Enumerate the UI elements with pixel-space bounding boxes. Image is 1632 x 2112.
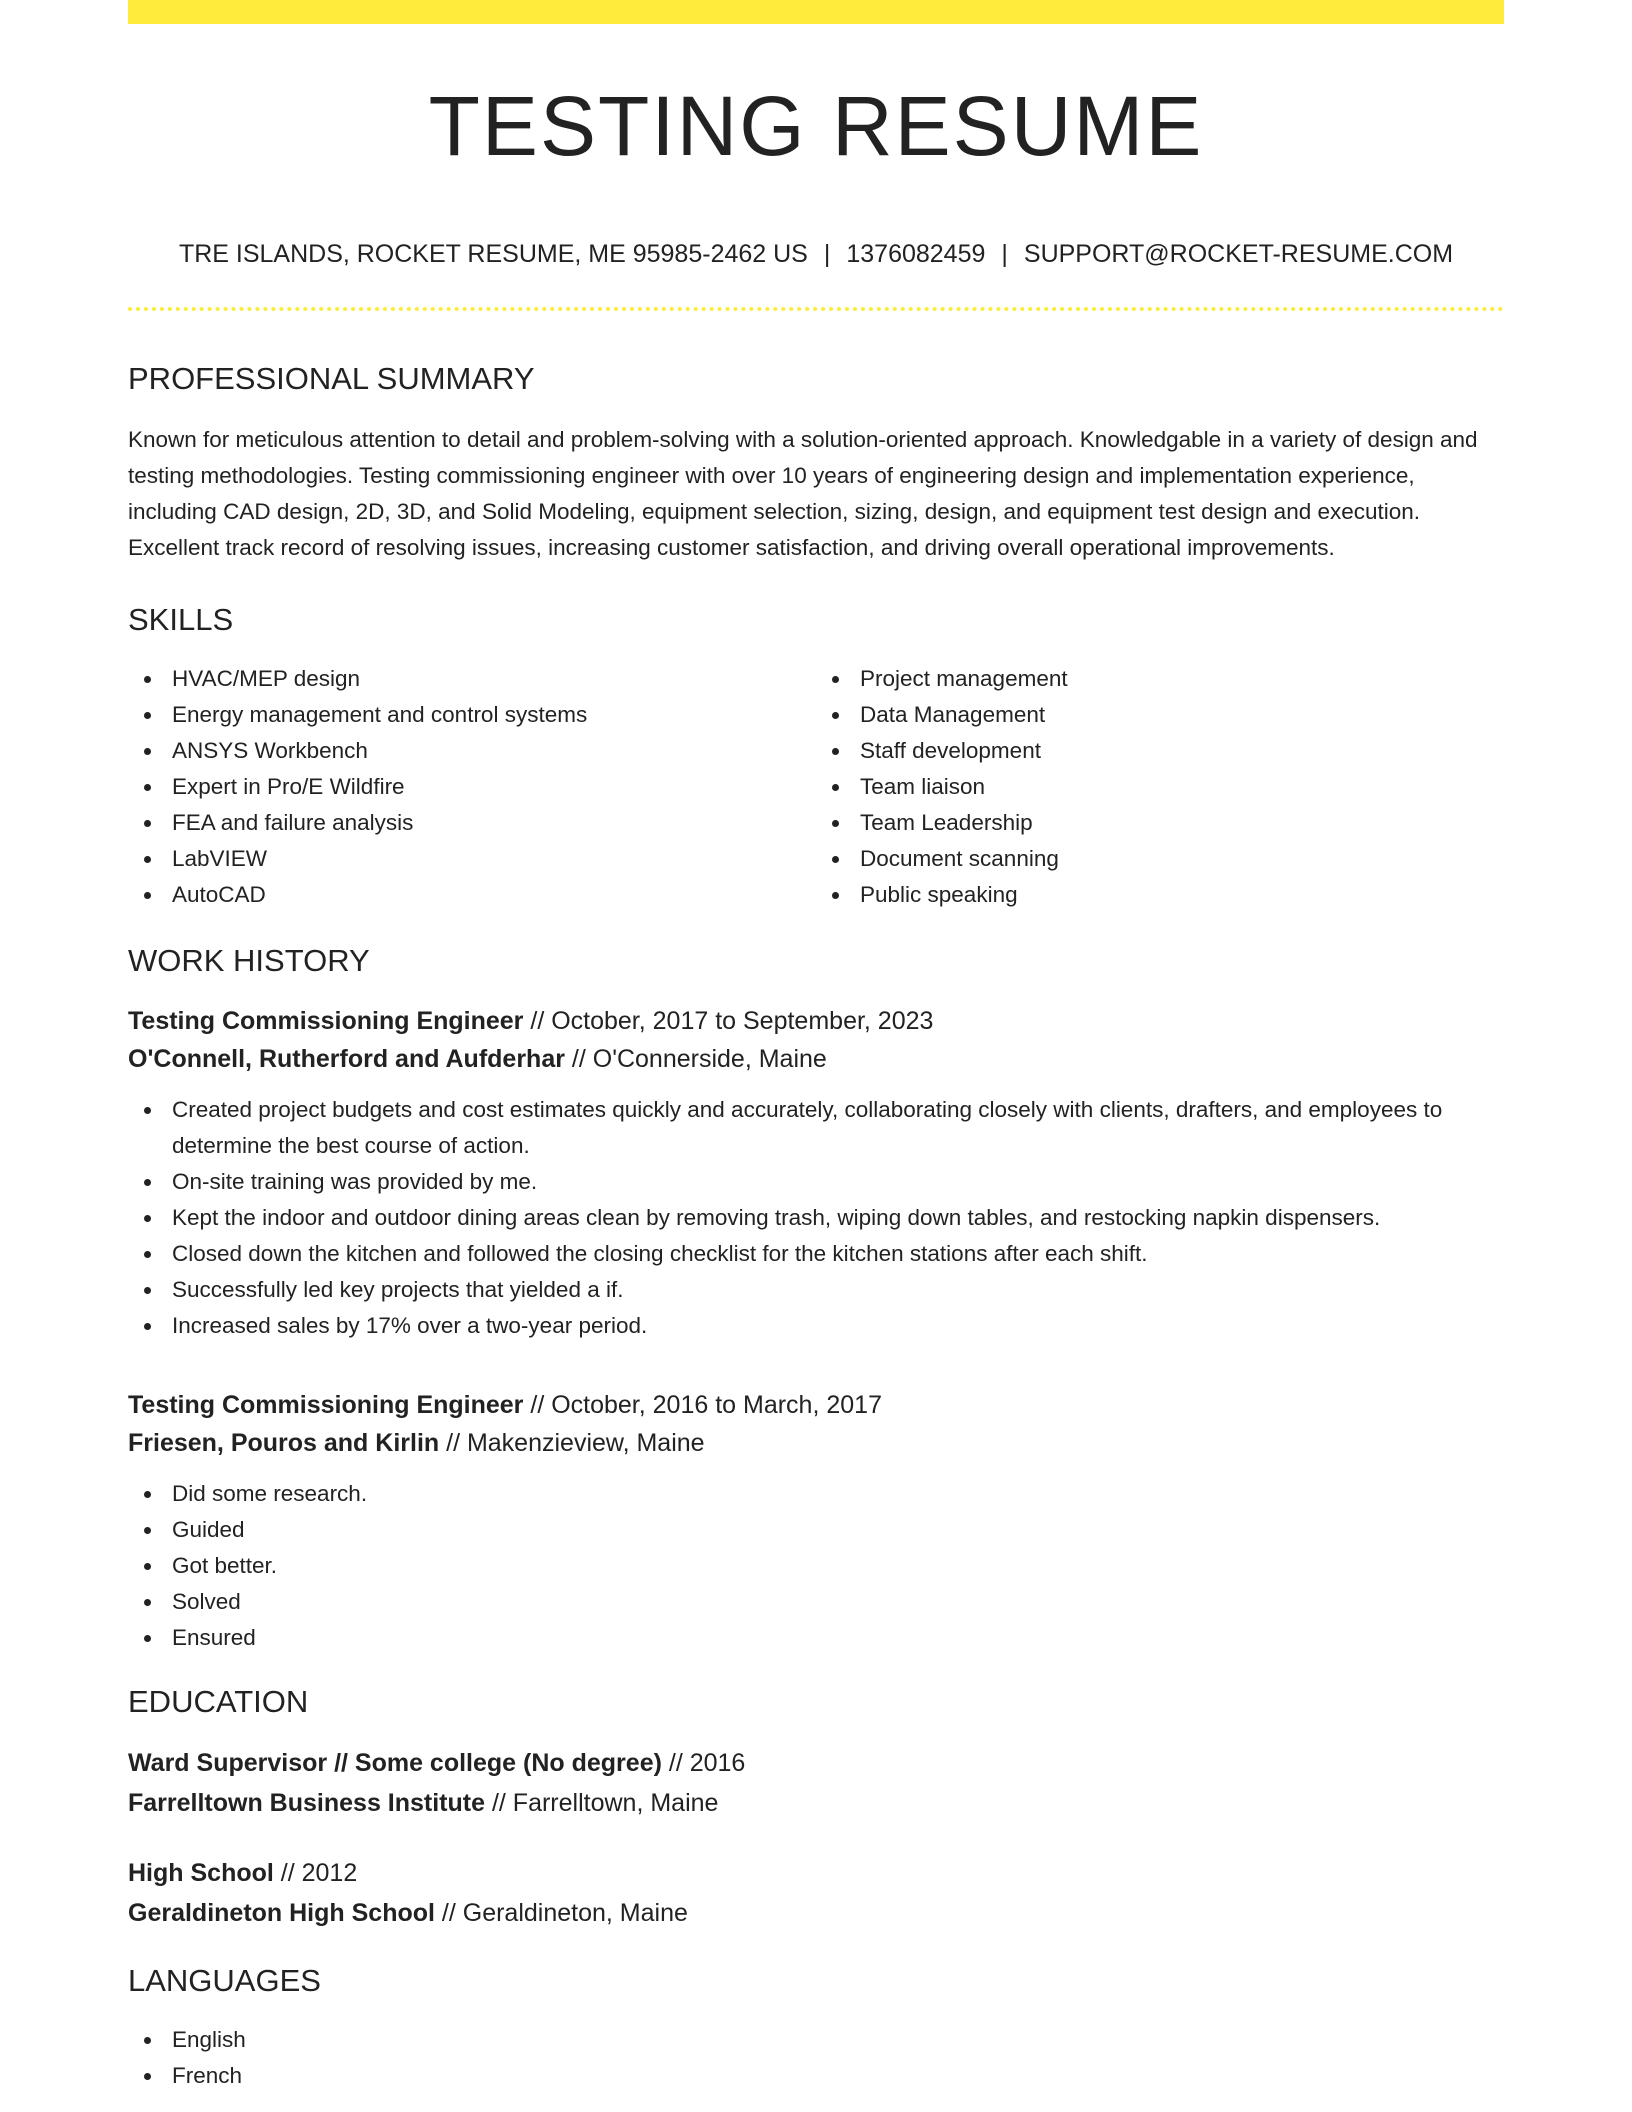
job-location: // Makenzieview, Maine xyxy=(439,1429,705,1457)
skills-section xyxy=(128,604,1504,913)
job-role: Testing Commissioning Engineer xyxy=(128,1007,524,1035)
education-year: // 2016 xyxy=(661,1749,746,1777)
bullet-icon xyxy=(144,1215,151,1222)
language-item: English xyxy=(172,2022,1504,2058)
education-location: // Geraldineton, Maine xyxy=(434,1899,688,1927)
job-bullet: Did some research. xyxy=(172,1476,1504,1512)
bullet-icon xyxy=(144,712,151,719)
job-bullet: Ensured xyxy=(172,1620,1504,1656)
skill-item: Data Management xyxy=(860,697,1504,733)
education-degree: High School xyxy=(128,1859,274,1887)
job-bullet: Guided xyxy=(172,1512,1504,1548)
bullet-icon xyxy=(144,1287,151,1294)
education-section xyxy=(128,1686,1504,1933)
job-title-line xyxy=(128,1002,1504,1040)
job-bullet: On-site training was provided by me. xyxy=(172,1164,1504,1200)
summary-text: Known for meticulous attention to detail and problem-solving with a solution-oriented approach. Knowledgable in a variety of design and testing methodologies. Testing commissioning engineer with over 10 years of engineering design and implementation experience, including CAD design, 2D, 3D, and Solid Modeling, equipment selection, sizing, design, and equipment test design and execution. Excellent track record of resolving issues, increasing customer satisfaction, and driving overall operational improvements. xyxy=(128,427,1478,560)
job-bullet: Closed down the kitchen and followed the closing checklist for the kitchen stations after each shift. xyxy=(172,1236,1504,1272)
bullet-icon xyxy=(832,820,839,827)
skill-item: Document scanning xyxy=(860,841,1504,877)
skill-item: Expert in Pro/E Wildfire xyxy=(172,769,816,805)
language-item: French xyxy=(172,2058,1504,2094)
job-bullet: Successfully led key projects that yielded a if. xyxy=(172,1272,1504,1308)
bullet-icon xyxy=(144,1251,151,1258)
skill-item: Team liaison xyxy=(860,769,1504,805)
education-school: Geraldineton High School xyxy=(128,1899,435,1927)
job-title-line xyxy=(128,1386,1504,1424)
resume-name: TESTING RESUME xyxy=(428,79,1204,173)
job-role: Testing Commissioning Engineer xyxy=(128,1391,524,1419)
job-bullet: Got better. xyxy=(172,1548,1504,1584)
bullet-icon xyxy=(144,1107,151,1114)
skill-item: Public speaking xyxy=(860,877,1504,913)
skill-item: LabVIEW xyxy=(172,841,816,877)
education-degree: Ward Supervisor // Some college (No degree) xyxy=(128,1749,662,1777)
education-year: // 2012 xyxy=(273,1859,358,1887)
section-title-languages: LANGUAGES xyxy=(128,1963,321,1998)
section-title-work: WORK HISTORY xyxy=(128,943,370,978)
bullet-icon xyxy=(832,892,839,899)
education-school: Farrelltown Business Institute xyxy=(128,1789,486,1817)
education-degree-line xyxy=(128,1853,1504,1893)
top-accent-bar xyxy=(128,0,1504,24)
contact-address: TRE ISLANDS, ROCKET RESUME, ME 95985-2462 US xyxy=(178,240,808,268)
bullet-icon xyxy=(144,1491,151,1498)
skill-item: ANSYS Workbench xyxy=(172,733,816,769)
job-dates: // October, 2016 to March, 2017 xyxy=(523,1391,882,1419)
contact-email: SUPPORT@ROCKET-RESUME.COM xyxy=(1023,240,1454,268)
skill-item: AutoCAD xyxy=(172,877,816,913)
contact-separator: | xyxy=(1001,240,1008,268)
languages-section xyxy=(128,1965,1504,2094)
skill-item: HVAC/MEP design xyxy=(172,661,816,697)
bullet-icon xyxy=(144,1527,151,1534)
section-title-skills: SKILLS xyxy=(128,602,234,637)
skills-list-right xyxy=(816,661,1504,913)
education-entry xyxy=(128,1743,1504,1823)
bullet-icon xyxy=(144,2073,151,2080)
job-company: O'Connell, Rutherford and Aufderhar xyxy=(128,1045,565,1073)
contact-line xyxy=(128,242,1504,267)
skill-item: FEA and failure analysis xyxy=(172,805,816,841)
skill-item: Energy management and control systems xyxy=(172,697,816,733)
bullet-icon xyxy=(144,676,151,683)
resume-page xyxy=(128,0,1504,2094)
bullet-icon xyxy=(144,1323,151,1330)
bullet-icon xyxy=(144,856,151,863)
section-title-summary: PROFESSIONAL SUMMARY xyxy=(128,361,535,396)
job-bullet: Solved xyxy=(172,1584,1504,1620)
job-entry xyxy=(128,1386,1504,1656)
skill-item: Project management xyxy=(860,661,1504,697)
bullet-icon xyxy=(832,748,839,755)
education-degree-line xyxy=(128,1743,1504,1783)
skills-columns xyxy=(128,661,1504,913)
job-company-line xyxy=(128,1424,1504,1462)
bullet-icon xyxy=(144,1563,151,1570)
education-entry xyxy=(128,1853,1504,1933)
section-title-education: EDUCATION xyxy=(128,1684,309,1719)
job-bullet: Created project budgets and cost estimates quickly and accurately, collaborating closely with clients, drafters, and employees to determine the best course of action. xyxy=(172,1092,1504,1164)
bullet-icon xyxy=(144,1635,151,1642)
bullet-icon xyxy=(144,2037,151,2044)
bullet-icon xyxy=(144,820,151,827)
job-bullets xyxy=(128,1092,1504,1344)
languages-list xyxy=(128,2022,1504,2094)
contact-separator: | xyxy=(823,240,831,268)
bullet-icon xyxy=(832,712,839,719)
job-location: // O'Connerside, Maine xyxy=(564,1045,827,1073)
skills-list-left xyxy=(128,661,816,913)
job-entry xyxy=(128,1002,1504,1344)
dotted-divider xyxy=(128,307,1504,311)
summary-section xyxy=(128,363,1504,566)
education-school-line xyxy=(128,1893,1504,1933)
contact-phone: 1376082459 xyxy=(846,240,986,268)
job-dates: // October, 2017 to September, 2023 xyxy=(523,1007,934,1035)
job-bullet: Increased sales by 17% over a two-year period. xyxy=(172,1308,1504,1344)
bullet-icon xyxy=(144,892,151,899)
work-history-section xyxy=(128,945,1504,1656)
bullet-icon xyxy=(832,856,839,863)
skill-item: Team Leadership xyxy=(860,805,1504,841)
job-company: Friesen, Pouros and Kirlin xyxy=(128,1429,440,1457)
job-bullets xyxy=(128,1476,1504,1656)
education-school-line xyxy=(128,1783,1504,1823)
job-bullet: Kept the indoor and outdoor dining areas clean by removing trash, wiping down tables, and restocking napkin dispensers. xyxy=(172,1200,1504,1236)
bullet-icon xyxy=(144,1599,151,1606)
bullet-icon xyxy=(832,784,839,791)
bullet-icon xyxy=(144,748,151,755)
bullet-icon xyxy=(144,784,151,791)
bullet-icon xyxy=(144,1179,151,1186)
bullet-icon xyxy=(832,676,839,683)
skill-item: Staff development xyxy=(860,733,1504,769)
job-company-line xyxy=(128,1040,1504,1078)
education-location: // Farrelltown, Maine xyxy=(485,1789,719,1817)
